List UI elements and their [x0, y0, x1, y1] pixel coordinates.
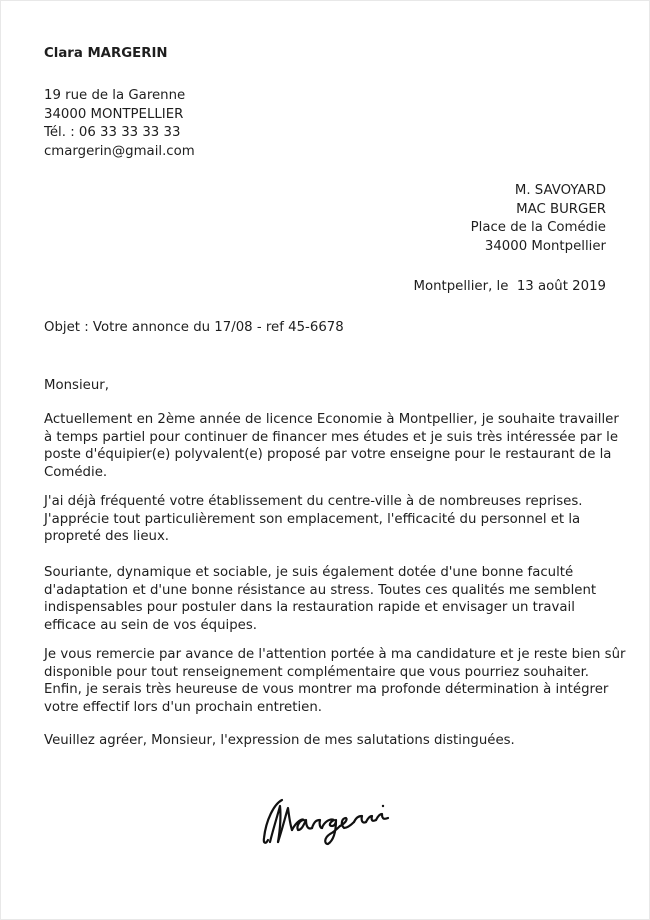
paragraph-line: Je vous remercie par avance de l'attention portée à ma candidature et je reste bien sûr [44, 647, 626, 662]
paragraph-line: J'apprécie tout particulièrement son emplacement, l'efficacité du personnel et la [44, 511, 581, 527]
sender-name: Clara MARGERIN [44, 46, 168, 61]
body-paragraph-4 [44, 646, 624, 716]
paragraph-line: Enfin, je serais très heureuse de vous montrer ma profonde détermination à intégrer [44, 682, 609, 698]
paragraph-line: propreté des lieux. [44, 529, 170, 545]
sender-address [44, 87, 195, 161]
recipient-name: M. SAVOYARD [514, 183, 606, 198]
paragraph-line: disponible pour tout renseignement complémentaire que vous pourriez souhaiter. [44, 664, 590, 680]
paragraph-line: efficace au sein de vos équipes. [44, 617, 257, 633]
sender-email: cmargerin@gmail.com [44, 143, 195, 159]
sender-city: 34000 MONTPELLIER [44, 106, 184, 122]
recipient-city: 34000 Montpellier [484, 238, 606, 254]
paragraph-line: indispensables pour postuler dans la restauration rapide et envisager un travail [44, 600, 575, 616]
recipient-street: Place de la Comédie [470, 220, 606, 235]
recipient-address [471, 182, 606, 256]
body-paragraph-2 [44, 493, 624, 546]
date-line: Montpellier, le 13 août 2019 [413, 279, 606, 294]
paragraph-line: à temps partiel pour continuer de financer mes études et je suis très intéressée par le [44, 429, 619, 445]
body-paragraph-3 [44, 564, 624, 634]
paragraph-line: Actuellement en 2ème année de licence Economie à Montpellier, je souhaite travailler [44, 412, 619, 427]
subject-line: Objet : Votre annonce du 17/08 - ref 45-6678 [44, 320, 344, 335]
signature-icon [256, 786, 406, 846]
paragraph-line: votre effectif lors d'un prochain entretien. [44, 699, 322, 715]
paragraph-line: J'ai déjà fréquenté votre établissement du centre-ville à de nombreuses reprises. [44, 494, 583, 509]
paragraph-line: Souriante, dynamique et sociable, je suis également dotée d'une bonne faculté [44, 565, 574, 580]
recipient-company: MAC BURGER [516, 201, 606, 217]
paragraph-line: Comédie. [44, 464, 108, 480]
sender-phone: Tél. : 06 33 33 33 33 [44, 125, 181, 140]
paragraph-line: d'adaptation et d'une bonne résistance au stress. Toutes ces qualités me semblent [44, 582, 597, 598]
paragraph-line: poste d'équipier(e) polyvalent(e) proposé par votre enseigne pour le restaurant de la [44, 447, 612, 463]
sender-street: 19 rue de la Garenne [44, 88, 186, 103]
closing-formula: Veuillez agréer, Monsieur, l'expression de mes salutations distinguées. [44, 733, 515, 748]
body-paragraph-1 [44, 411, 624, 481]
salutation: Monsieur, [44, 378, 109, 393]
